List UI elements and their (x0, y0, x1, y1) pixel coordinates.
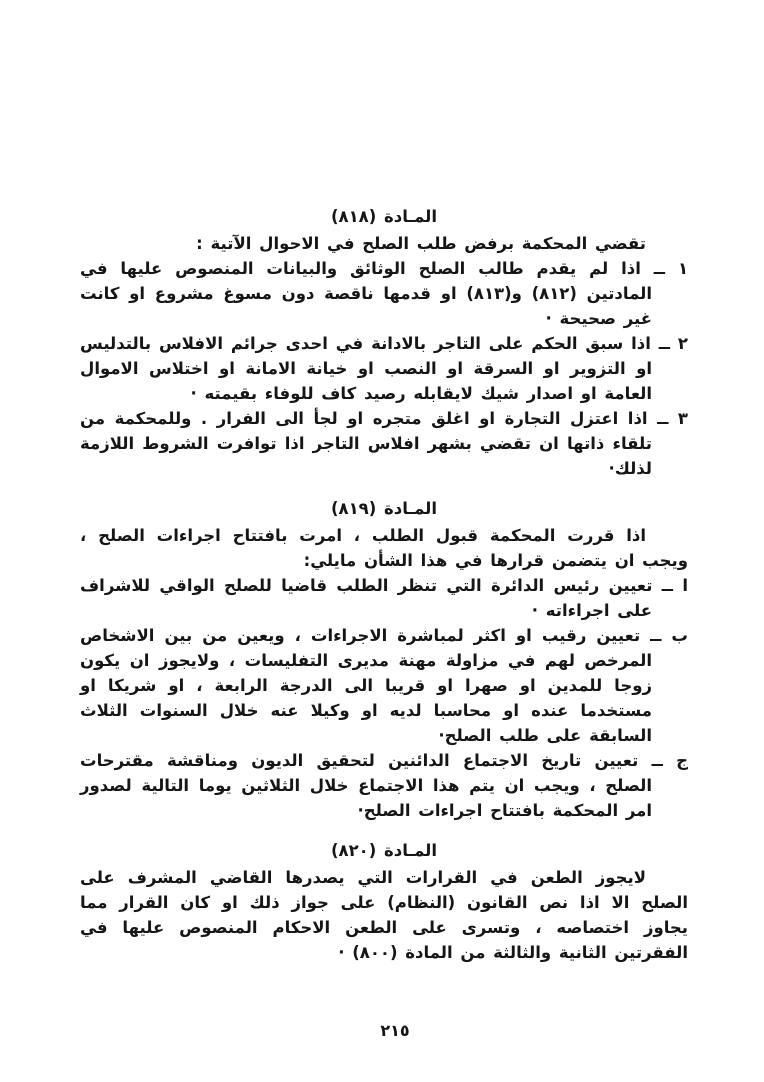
article-819-item-a (80, 573, 688, 623)
item-marker: ا ــ (661, 576, 689, 595)
item-marker: ١ ــ (653, 259, 689, 278)
article-818-item-2 (80, 331, 688, 406)
article-820-title: المـادة (٨٢٠) (330, 841, 437, 860)
item-marker: ٢ ــ (658, 334, 688, 353)
item-marker: ب ــ (650, 626, 689, 645)
article-819-item-b (80, 623, 688, 748)
item-text: تعيين رقيب او اكثر لمباشرة الاجراءات ، ويعين من بين الاشخاص المرخص لهم في مزاولة مهنة مديرى التفليسات ، ولايجوز ان يكون زوجا للمدين او صهرا او قريبا الى الدرجة الرابعة ، او شريكا او مستخدما عنده او محاسبا لديه او وكيلا عنه خلال السنوات الثلاث السابقة على طلب الصلح· (80, 626, 652, 745)
page-number: ٢١٥ (380, 1021, 410, 1040)
article-818-title: المـادة (٨١٨) (330, 207, 437, 226)
article-819-intro: اذا قررت المحكمة قبول الطلب ، امرت بافتتاح اجراءات الصلح ، ويجب ان يتضمن قرارها في هذا الشأن مايلي: (80, 526, 688, 570)
document-body (80, 204, 688, 965)
item-marker: ٣ ــ (657, 409, 688, 428)
article-819 (80, 496, 688, 823)
article-818 (80, 204, 688, 481)
item-text: اذا سبق الحكم على التاجر بالادانة في احدى جرائم الافلاس بالتدليس او التزوير او السرقة او النصب او خيانة الامانة او اختلاس الاموال العامة او اصدار شيك لايقابله رصيد كاف للوفاء بقيمته · (80, 334, 652, 403)
article-819-title: المـادة (٨١٩) (330, 499, 437, 518)
article-820-body: لايجوز الطعن في القرارات التي يصدرها القاضي المشرف على الصلح الا اذا نص القانون (النظام) على جواز ذلك او كان القرار مما يجاوز اختصاصه ، وتسرى على الطعن الاحكام المنصوص عليها في الفقرتين الثانية والثالثة من المادة (٨٠٠) · (80, 868, 688, 962)
article-819-item-j (80, 748, 688, 823)
article-820 (80, 838, 688, 965)
item-text: تعيين رئيس الدائرة التي تنظر الطلب قاضيا للصلح الواقي للاشراف على اجراءاته · (80, 576, 653, 620)
article-818-item-1 (80, 256, 688, 331)
article-818-item-3 (80, 406, 688, 481)
article-818-items (80, 256, 688, 481)
item-text: تعيين تاريخ الاجتماع الدائنين لتحقيق الديون ومناقشة مقترحات الصلح ، ويجب ان يتم هذا الاجتماع خلال الثلاثين يوما التالية لصدور امر المحكمة بافتتاح اجراءات الصلح· (80, 751, 652, 820)
item-text: اذا اعتزل التجارة او اغلق متجره او لجأ الى الفرار . وللمحكمة من تلقاء ذاتها ان تقضي بشهر افلاس التاجر اذا توافرت الشروط اللازمة لذلك· (80, 409, 652, 478)
item-marker: ج ــ (651, 751, 689, 770)
article-818-intro: تقضي المحكمة برفض طلب الصلح في الاحوال الآتية : (196, 234, 646, 253)
article-819-items (80, 573, 688, 823)
item-text: اذا لم يقدم طالب الصلح الوثائق والبيانات المنصوص عليها في المادتين (٨١٢) و(٨١٣) او قدمها ناقصة دون مسوغ مشروع او كانت غير صحيحة · (80, 259, 652, 328)
